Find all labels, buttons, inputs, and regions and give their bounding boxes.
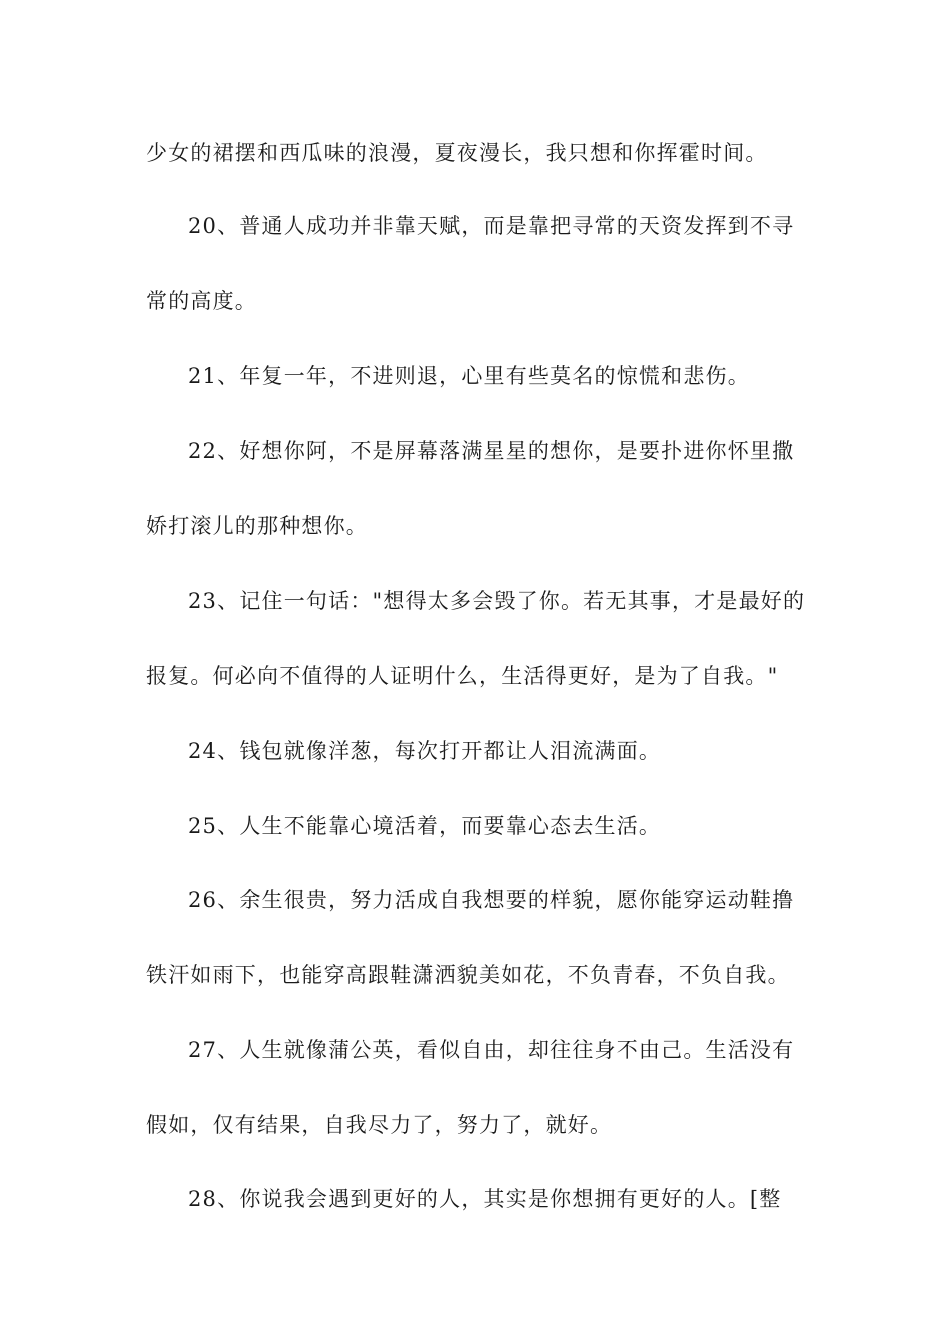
item-27-line-1: 27、人生就像蒲公英，看似自由，却往往身不由己。生活没有: [188, 1038, 795, 1062]
item-24-line-1: 24、钱包就像洋葱，每次打开都让人泪流满面。: [188, 739, 662, 763]
item-23-line-2: 报复。何必向不值得的人证明什么，生活得更好，是为了自我。": [146, 664, 779, 688]
text-line: 少女的裙摆和西瓜味的浪漫，夏夜漫长，我只想和你挥霍时间。: [146, 141, 768, 165]
item-20-line-2: 常的高度。: [146, 289, 257, 313]
item-26-line-2: 铁汗如雨下，也能穿高跟鞋潇洒貌美如花，不负青春，不负自我。: [146, 963, 790, 987]
item-26-line-1: 26、余生很贵，努力活成自我想要的样貌，愿你能穿运动鞋撸: [188, 888, 795, 912]
item-20-line-1: 20、普通人成功并非靠天赋，而是靠把寻常的天资发挥到不寻: [188, 214, 795, 238]
item-22-line-2: 娇打滚儿的那种想你。: [146, 514, 368, 538]
item-22-line-1: 22、好想你阿，不是屏幕落满星星的想你，是要扑进你怀里撒: [188, 439, 795, 463]
item-28-line-1: 28、你说我会遇到更好的人，其实是你想拥有更好的人。[整: [188, 1187, 782, 1211]
item-25-line-1: 25、人生不能靠心境活着，而要靠心态去生活。: [188, 814, 662, 838]
item-27-line-2: 假如，仅有结果，自我尽力了，努力了，就好。: [146, 1113, 613, 1137]
item-23-line-1: 23、记住一句话："想得太多会毁了你。若无其事，才是最好的: [188, 589, 806, 613]
item-21-line-1: 21、年复一年，不进则退，心里有些莫名的惊慌和悲伤。: [188, 364, 750, 388]
